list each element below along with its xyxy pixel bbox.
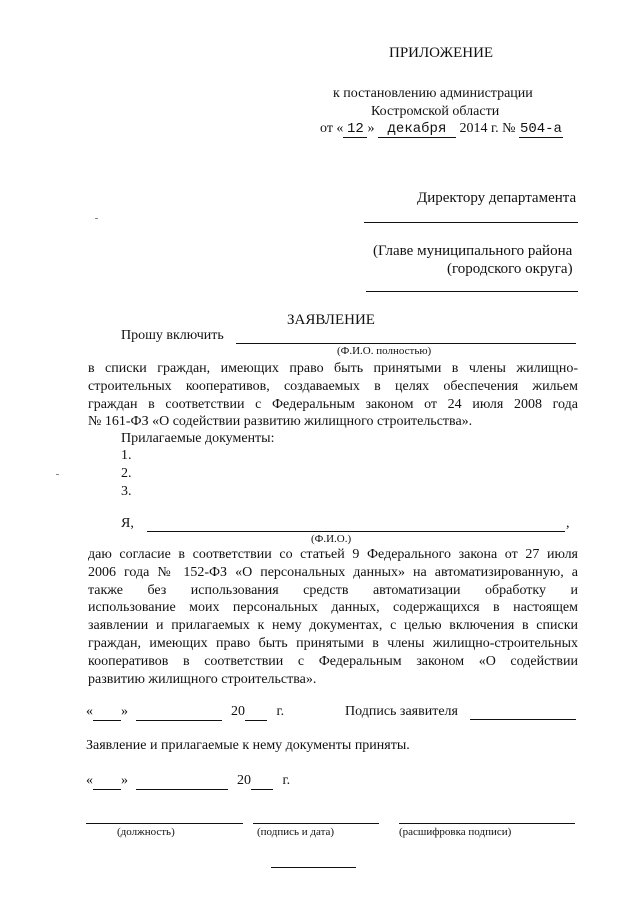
director-name-line	[364, 222, 578, 223]
year-blank	[251, 773, 273, 790]
consent-body-line: граждан, имеющих право быть принятыми в члены жилищно-строительных	[88, 635, 578, 651]
addressee-head-line-1: (Главе муниципального района	[373, 243, 573, 259]
year-blank	[245, 704, 267, 721]
consent-body	[88, 546, 578, 688]
accepted-date-line	[86, 773, 290, 790]
consent-body-line: использование моих персональных данных, содержащихся в настоящем	[88, 600, 578, 616]
applicant-signature-label: Подпись заявителя	[345, 704, 458, 719]
consent-fio-line	[147, 531, 565, 532]
statement-body-line: граждан в соответствии с Федеральным законом от 24 июля 2008 года	[88, 396, 578, 412]
scan-mark	[56, 474, 59, 475]
date-day: 12	[343, 121, 367, 138]
date-day-blank	[93, 704, 121, 721]
quote-open: «	[86, 773, 93, 788]
statement-body-line: в списки граждан, имеющих право быть принятыми в члены жилищно-	[88, 361, 578, 376]
addressee-director: Директору департамента	[417, 190, 577, 206]
consent-body-line: кооперативов в соответствии с Федеральным законом «О содействии	[88, 653, 578, 669]
consent-body-line: заявлении и прилагаемых к нему документах, с целью включения в списки	[88, 618, 578, 634]
date-month-blank	[136, 704, 222, 721]
appendix-line-1: к постановлению администрации	[333, 86, 533, 101]
appendix-date-line	[320, 121, 563, 138]
date-quote-close: »	[367, 121, 375, 136]
attached-item: 3.	[121, 484, 132, 499]
consent-i-label: Я,	[121, 516, 134, 531]
position-caption: (должность)	[117, 826, 175, 838]
date-prefix: от «	[320, 121, 344, 136]
year-prefix: 20	[231, 704, 245, 719]
applicant-date-line	[86, 704, 284, 721]
signature-date-caption: (подпись и дата)	[257, 826, 335, 838]
date-month-blank	[136, 773, 228, 790]
quote-close: »	[121, 704, 128, 719]
position-line	[86, 823, 243, 824]
fio-full-caption: (Ф.И.О. полностью)	[337, 345, 432, 357]
date-month: декабря	[378, 121, 456, 138]
bottom-divider	[271, 867, 356, 868]
quote-close: »	[121, 773, 128, 788]
attached-item: 2.	[121, 466, 132, 481]
attached-item: 1.	[121, 448, 132, 463]
applicant-signature-line	[470, 719, 576, 720]
signature-date-line	[253, 823, 379, 824]
date-year-text: 2014 г. №	[459, 121, 516, 136]
order-number: 504-а	[519, 121, 562, 137]
date-day-blank	[93, 773, 121, 790]
statement-title: ЗАЯВЛЕНИЕ	[287, 312, 375, 328]
quote-open: «	[86, 704, 93, 719]
appendix-title: ПРИЛОЖЕНИЕ	[389, 45, 494, 61]
consent-body-line: даю согласие в соответствии со статьей 9 Федерального закона от 27 июля	[88, 547, 578, 562]
accepted-text: Заявление и прилагаемые к нему документы приняты.	[86, 738, 410, 753]
year-g: г.	[276, 704, 285, 719]
statement-body-line: № 161-ФЗ «О содействии развитию жилищного строительства».	[88, 414, 473, 430]
appendix-line-2: Костромской области	[371, 104, 500, 119]
scan-mark	[95, 218, 98, 219]
year-g: г.	[282, 773, 291, 788]
consent-body-line: 2006 года № 152-ФЗ «О персональных данных» на автоматизированную, а	[88, 564, 578, 580]
year-prefix: 20	[237, 773, 251, 788]
consent-body-line: развитию жилищного строительства».	[88, 671, 317, 687]
fio-caption: (Ф.И.О.)	[311, 533, 352, 545]
signature-decode-line	[399, 823, 575, 824]
consent-comma: ,	[566, 516, 570, 531]
statement-body-line: строительных кооперативов, создаваемых в целях обеспечения жильем	[88, 378, 578, 394]
signature-decode-caption: (расшифровка подписи)	[399, 826, 512, 838]
request-fio-line	[236, 343, 576, 344]
addressee-head-line-2: (городского округа)	[447, 261, 573, 277]
request-prefix: Прошу включить	[121, 328, 224, 343]
consent-body-line: также без использования средств автоматизации обработку и	[88, 582, 578, 598]
attached-label: Прилагаемые документы:	[121, 431, 275, 446]
statement-body	[88, 360, 578, 431]
head-name-line	[366, 291, 578, 292]
